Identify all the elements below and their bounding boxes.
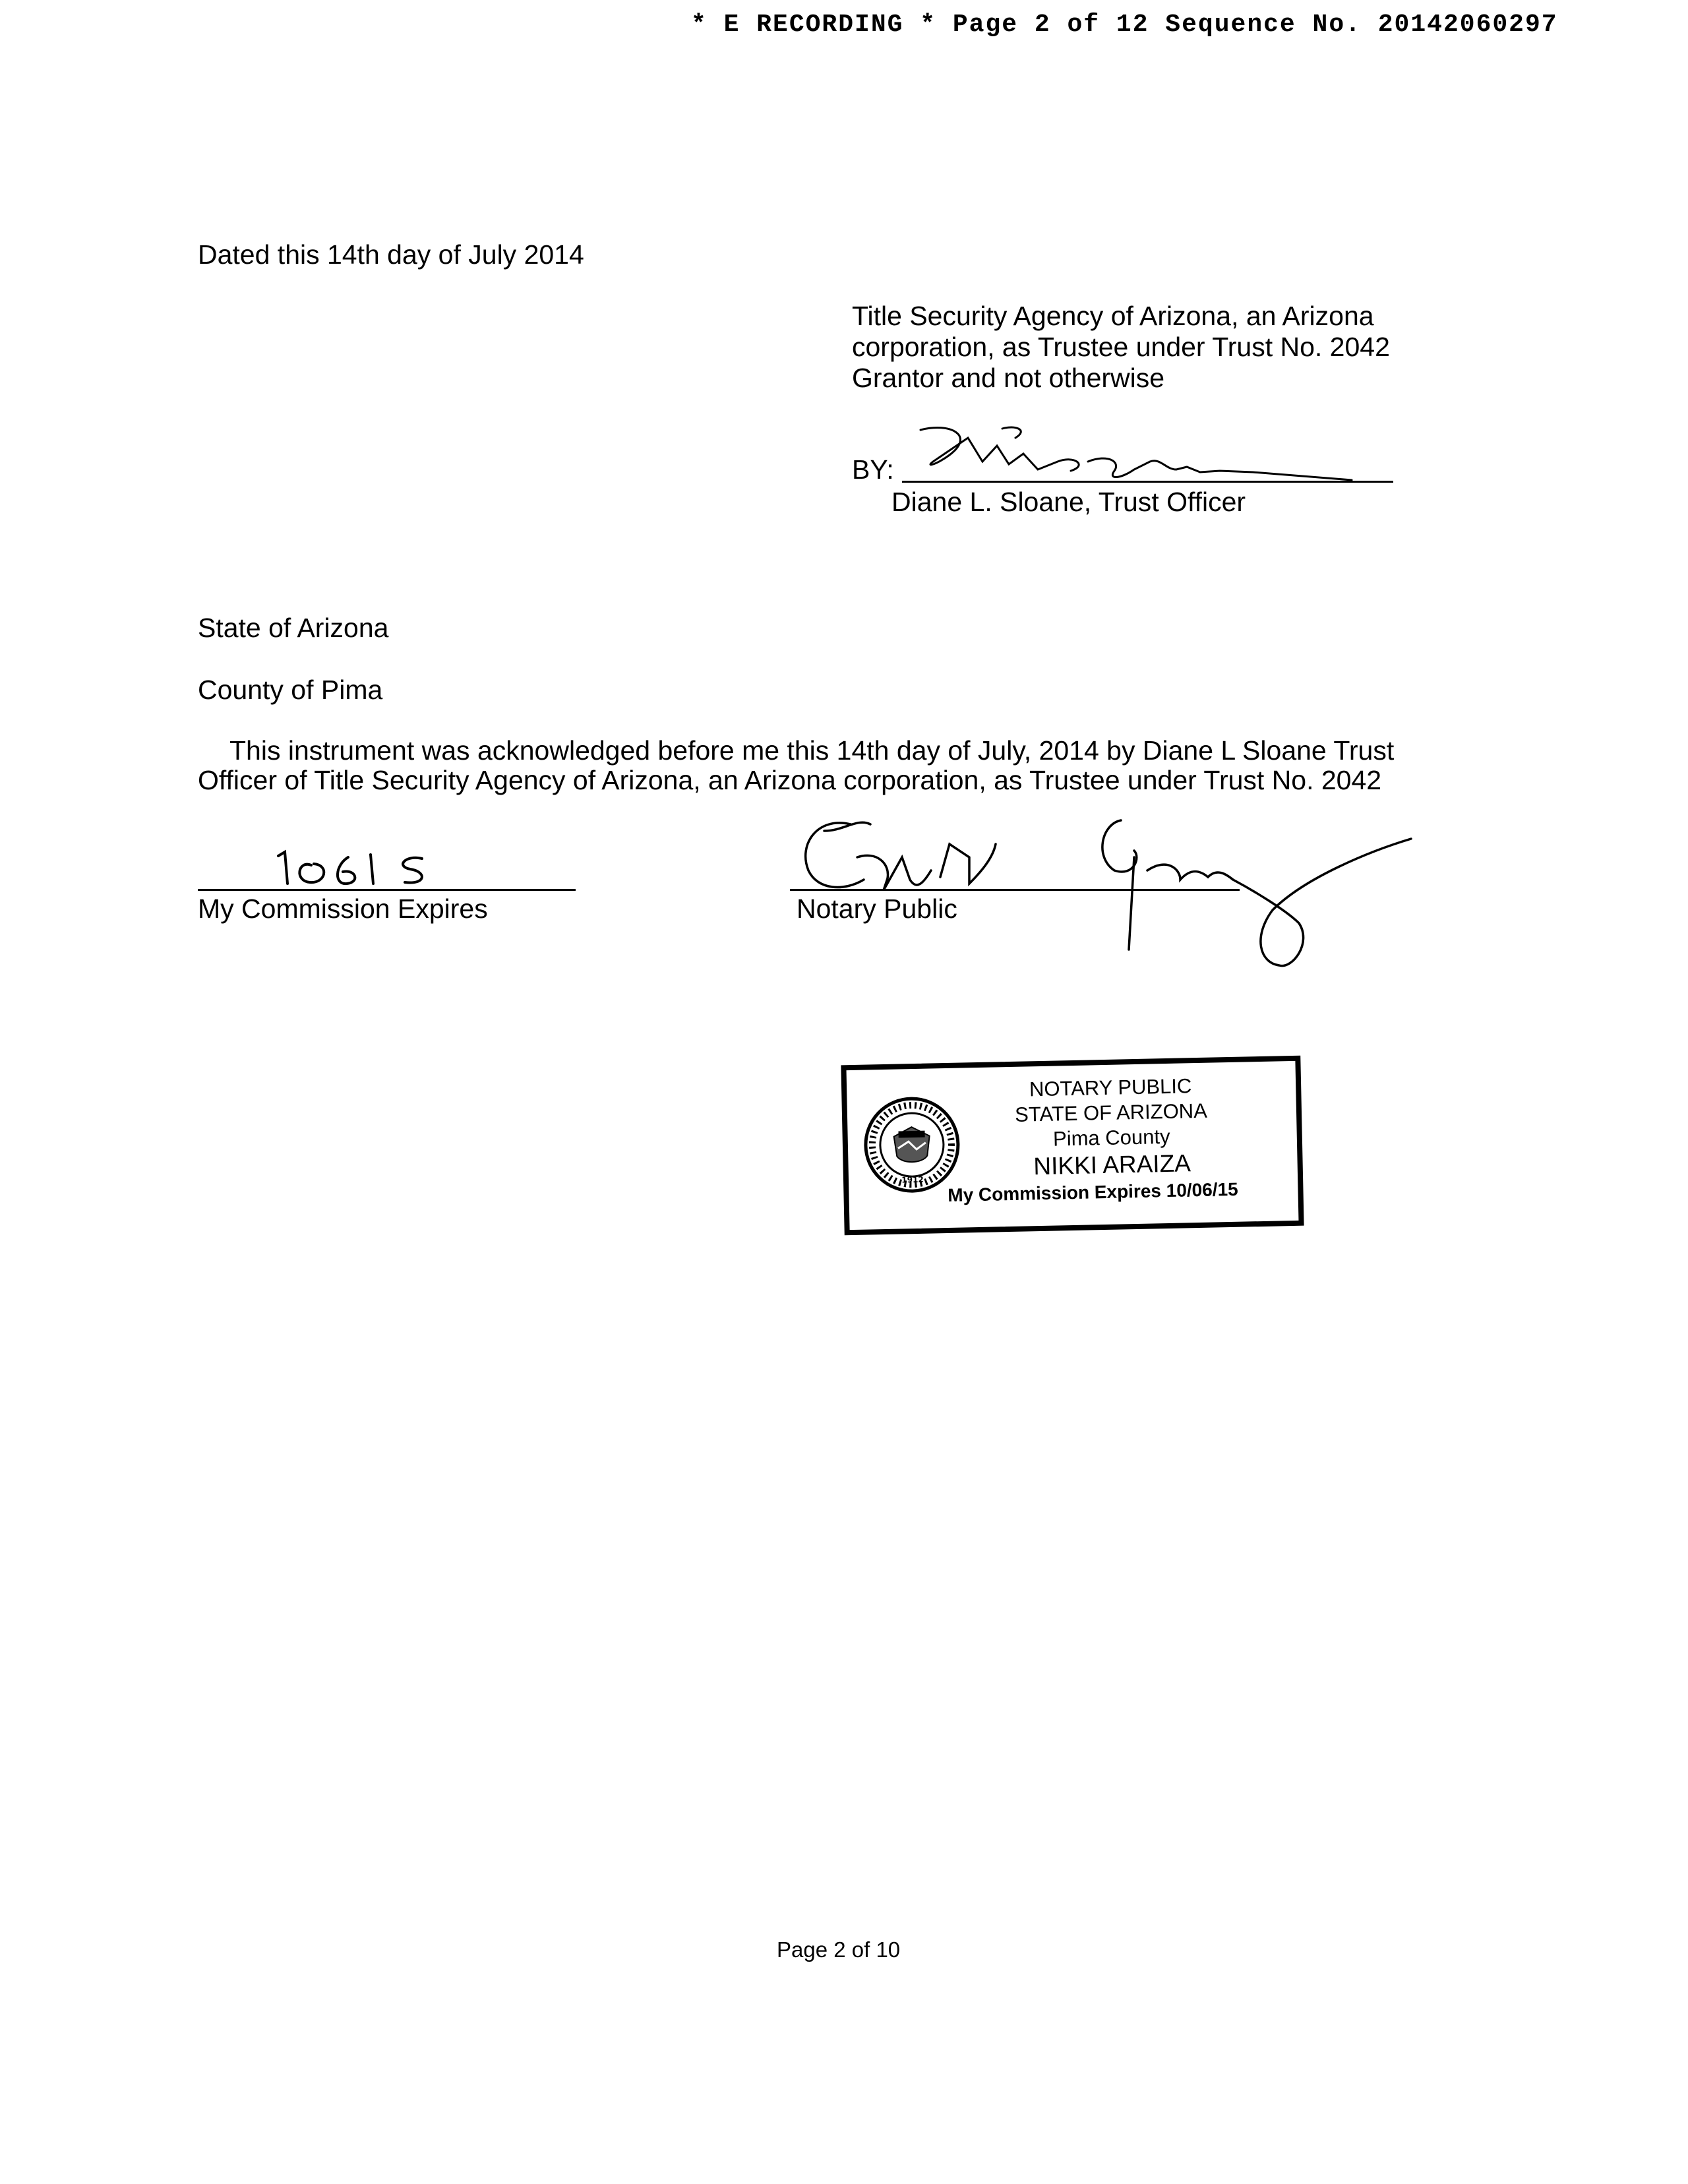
- trustee-line-1: Title Security Agency of Arizona, an Arizona: [852, 301, 1374, 331]
- page-footer: Page 2 of 10: [777, 1937, 901, 1962]
- stamp-line-3: Pima County: [1052, 1124, 1170, 1151]
- county-line: County of Pima: [198, 675, 383, 705]
- commission-label: My Commission Expires: [198, 894, 488, 924]
- trustee-line-2: corporation, as Trustee under Trust No. 2042: [852, 332, 1390, 362]
- signer-name: Diane L. Sloane, Trust Officer: [891, 487, 1246, 517]
- by-label: BY:: [852, 454, 894, 485]
- acknowledgment-line-2: Officer of Title Security Agency of Arizona, an Arizona corporation, as Trustee under Trust No. 2042: [198, 765, 1382, 795]
- trustee-line-3: Grantor and not otherwise: [852, 363, 1165, 393]
- stamp-line-2: STATE OF ARIZONA: [1014, 1099, 1208, 1126]
- acknowledgment-line-1: This instrument was acknowledged before me this 14th day of July, 2014 by Diane L Sloane Trust: [229, 735, 1395, 766]
- trustee-signature: [920, 427, 1352, 480]
- notary-signature: [806, 820, 1411, 966]
- notary-stamp: [841, 1056, 1304, 1236]
- notary-public-label: Notary Public: [797, 894, 957, 924]
- stamp-text-block: [946, 1072, 1278, 1208]
- dated-line: Dated this 14th day of July 2014: [198, 239, 584, 270]
- state-line: State of Arizona: [198, 613, 389, 643]
- stamp-expiration: My Commission Expires 10/06/15: [947, 1178, 1238, 1205]
- seal-year: 1912: [901, 1174, 924, 1185]
- recording-header: * E RECORDING * Page 2 of 12 Sequence No. 20142060297: [691, 11, 1558, 39]
- stamp-notary-name: NIKKI ARAIZA: [1033, 1149, 1191, 1180]
- handwritten-commission-date: [278, 852, 422, 884]
- stamp-line-1: NOTARY PUBLIC: [1029, 1074, 1192, 1101]
